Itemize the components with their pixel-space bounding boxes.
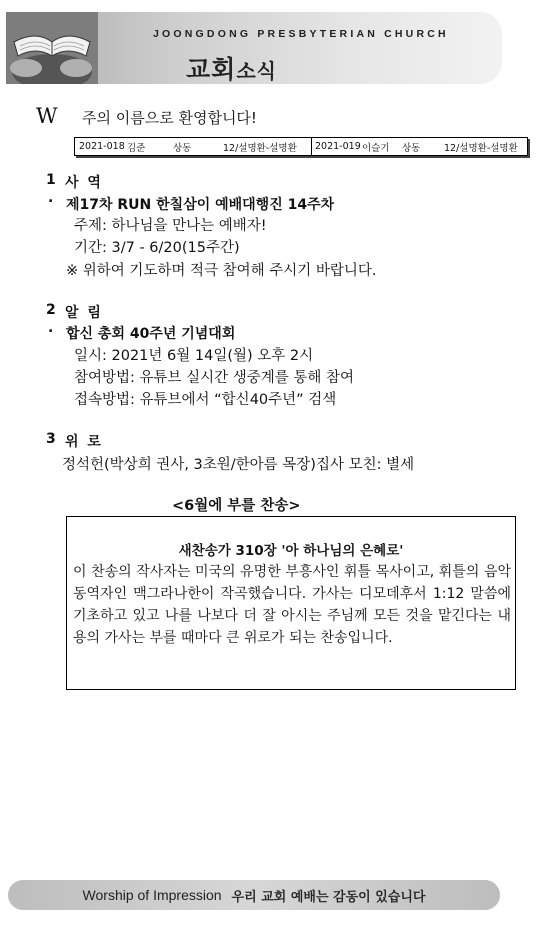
row-team: 12/설명환-설명환 bbox=[223, 142, 297, 154]
section-headline: 제17차 RUN 한칠삼이 예배대행진 14주차 bbox=[66, 197, 335, 213]
section-number: 1 bbox=[46, 172, 56, 188]
row-team: 12/설명환-설명환 bbox=[444, 142, 518, 154]
bullet-marker: . bbox=[48, 190, 54, 206]
footer-korean: 우리 교회 예배는 감동이 있습니다 bbox=[231, 889, 426, 905]
open-bible-hands-icon bbox=[6, 12, 98, 84]
hymn-box bbox=[66, 516, 516, 690]
header-banner bbox=[6, 12, 502, 84]
title-sub: 소식 bbox=[236, 59, 277, 83]
row-name: 이슬기 bbox=[362, 142, 390, 154]
row-place: 상동 bbox=[173, 142, 192, 154]
table-row bbox=[312, 138, 526, 155]
footer-banner bbox=[8, 880, 500, 910]
birthday-table bbox=[74, 137, 528, 156]
section-line: 정석헌(박상희 권사, 3초원/한아름 목장)집사 모친: 별세 bbox=[62, 457, 415, 473]
welcome-mark: W bbox=[36, 104, 58, 128]
section-line: 일시: 2021년 6월 14일(월) 오후 2시 bbox=[74, 348, 314, 364]
hymn-title: 새찬송가 310장 '아 하나님의 은혜로' bbox=[178, 543, 404, 559]
section-number: 2 bbox=[46, 302, 56, 318]
row-name: 김준 bbox=[127, 142, 146, 154]
footer-english: Worship of Impression bbox=[82, 887, 222, 903]
hymn-heading: <6월에 부를 찬송> bbox=[172, 498, 301, 514]
row-date: 2021-018 bbox=[79, 141, 125, 152]
section-headline: 합신 총회 40주년 기념대회 bbox=[66, 326, 236, 342]
section-title: 위 로 bbox=[65, 434, 103, 450]
church-name: JOONGDONG PRESBYTERIAN CHURCH bbox=[153, 28, 449, 40]
section-line: 접속방법: 유튜브에서 “합신40주년” 검색 bbox=[74, 392, 337, 408]
table-row bbox=[75, 138, 311, 155]
title-main: 교회 bbox=[186, 55, 237, 84]
section-line: 기간: 3/7 - 6/20(15주간) bbox=[74, 240, 240, 256]
welcome-text: 주의 이름으로 환영합니다! bbox=[82, 109, 257, 127]
section-line: 주제: 하나님을 만나는 예배자! bbox=[74, 218, 267, 234]
section-line: ※ 위하여 기도하며 적극 참여해 주시기 바랍니다. bbox=[66, 263, 377, 279]
section-title: 사 역 bbox=[65, 175, 103, 191]
hymn-body: 이 찬송의 작사자는 미국의 유명한 부흥사인 휘틀 목사이고, 휘틀의 음악 동역자인 맥그라나한이 작곡했습니다. 가사는 디모데후서 1:12 말씀에 기초하고 있고 나를 나보다 더 잘 아시는 주님께 모든 것을 맡긴다는 내용의 가사는 부를 때마다 큰 위로가 되는 찬송입니다. bbox=[73, 564, 511, 646]
row-place: 상동 bbox=[402, 142, 421, 154]
section-title: 알 림 bbox=[65, 305, 103, 321]
section-number: 3 bbox=[46, 431, 56, 447]
page-title bbox=[186, 50, 277, 84]
row-date: 2021-019 bbox=[315, 141, 361, 152]
bullet-marker: . bbox=[48, 320, 54, 336]
section-line: 참여방법: 유튜브 실시간 생중계를 통해 참여 bbox=[74, 370, 355, 386]
